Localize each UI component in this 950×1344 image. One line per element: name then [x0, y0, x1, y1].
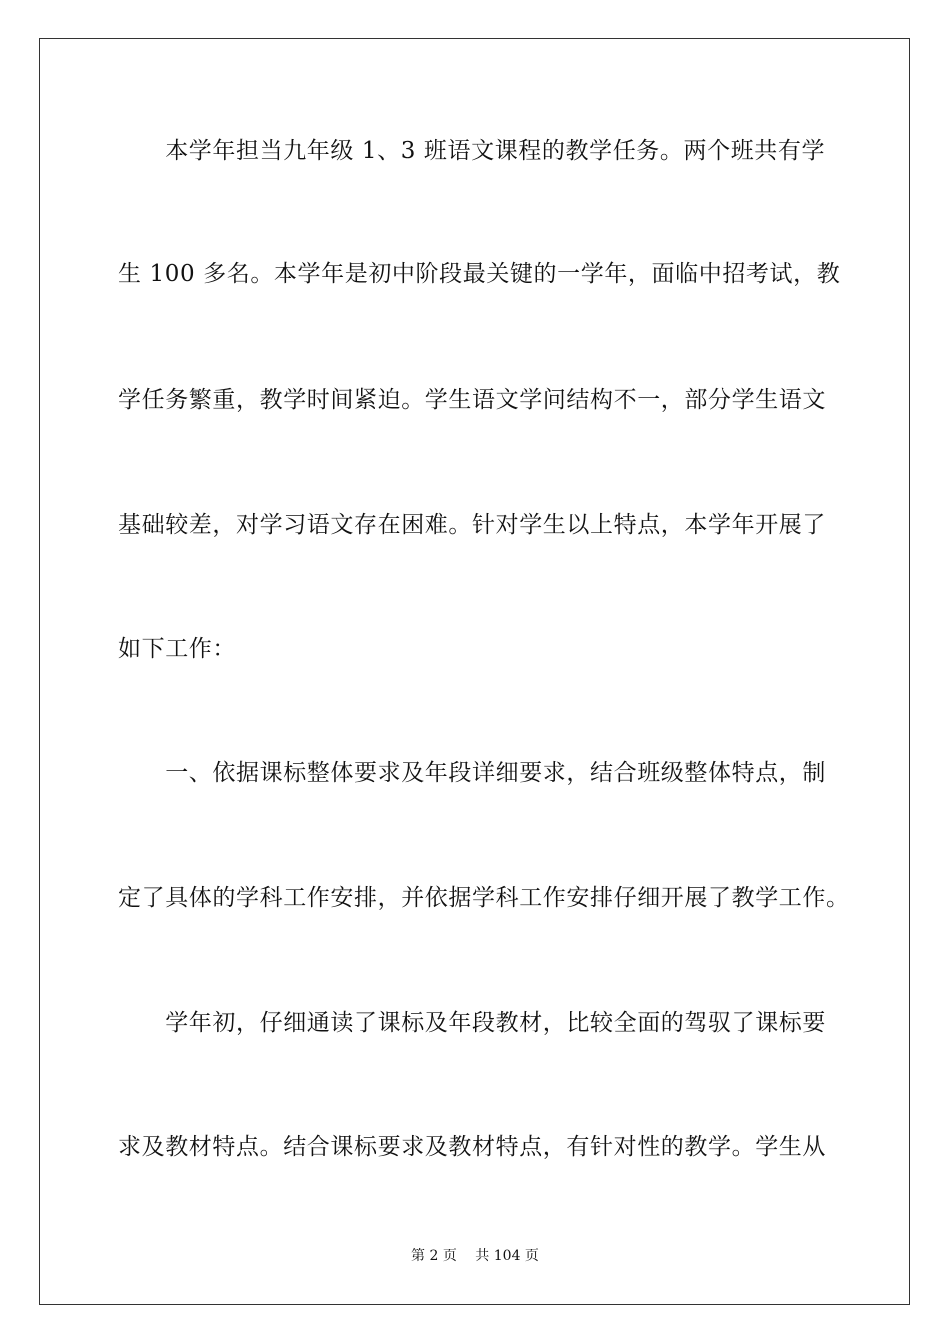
text-line-5: 如下工作：	[118, 636, 236, 662]
text-line-8: 学年初，仔细通读了课标及年段教材，比较全面的驾驭了课标要	[118, 1010, 826, 1036]
page-border	[39, 38, 910, 1305]
text-line-6: 一、依据课标整体要求及年段详细要求，结合班级整体特点，制	[118, 760, 826, 786]
text-line-9: 求及教材特点。结合课标要求及教材特点，有针对性的教学。学生从	[118, 1134, 826, 1160]
text-line-2: 生 100 多名。本学年是初中阶段最关键的一学年，面临中招考试，教	[118, 261, 841, 287]
text-line-3: 学任务繁重，教学时间紧迫。学生语文学问结构不一，部分学生语文	[118, 387, 826, 413]
text-line-1: 本学年担当九年级 1、3 班语文课程的教学任务。两个班共有学	[118, 138, 826, 164]
page-footer: 第 2 页 共 104 页	[411, 1248, 539, 1264]
text-line-7: 定了具体的学科工作安排，并依据学科工作安排仔细开展了教学工作。	[118, 885, 850, 911]
text-line-4: 基础较差，对学习语文存在困难。针对学生以上特点，本学年开展了	[118, 512, 826, 538]
